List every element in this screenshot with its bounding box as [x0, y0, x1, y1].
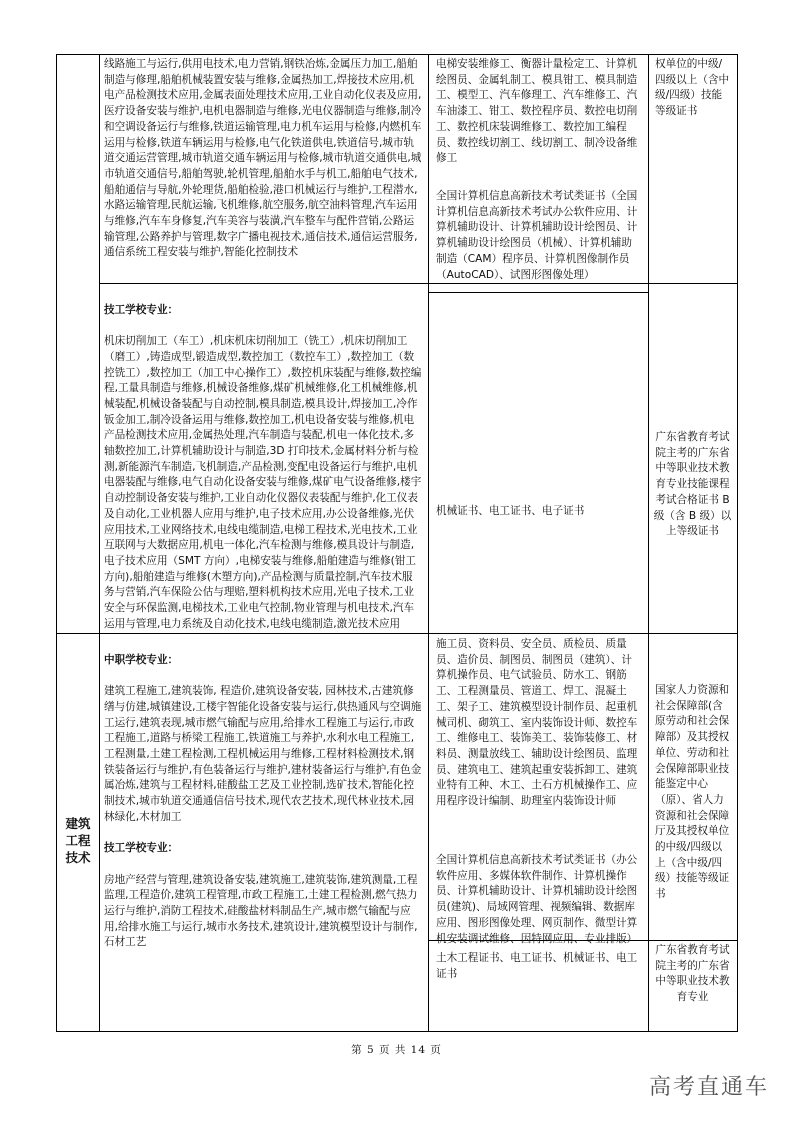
tech-school-majors: 房地产经营与管理,建筑设备安装,建筑施工,建筑装饰,建筑测量,工程监理,工程造价,建筑工程管理,市政工程施工,土建工程检测,燃气热力运行与维护,消防工程技术,硅酸盐材料制品生产,城市燃气输配与应用,给排水施工与运行,城市水务技术,建筑设计,建筑模型设计与制作,石材工艺	[104, 873, 418, 949]
nit-cert: 全国计算机信息高新技术考试类证书（全国计算机信息高新技术考试办公软件应用、计算机辅助设计、计算机辅助设计绘图员、计算机辅助设计绘图员（机械）、计算机辅助制造（CAM）程序员、计算机图像制作员（AutoCAD）、试图形图像处理）	[436, 190, 638, 281]
issuer-bottom: 广东省教育考试院主考的广东省中等职业技术教育专业	[655, 944, 730, 1004]
voc-cert: 机械证书、电工证书、电子证书	[436, 505, 585, 517]
secondary-majors-block	[99, 637, 427, 949]
tech-school-majors: 机床切削加工（车工）,机床机床切削加工（铣工）,机床切削加工（磨工）,铸造成型,锻造成型,数控加工（数控车工）,数控加工（数控铣工）,数控加工（加工中心操作工）,数控机床装配与维修,数控编程,工量具制造与维修,机械设备维修,煤矿机械维修,化工机械维修,机械装配,机械设备装配与自动控制,模具制造,模具设计,焊接加工,冷作钣金加工,制冷设备运用与维修,数控加工,机电设备安装与维修,机电产品检测技术应用,金属热处理,汽车制造与装配,机电一体化技术,多轴数控加工,计算机辅助设计与制造,3D 打印技术,金属材料分析与检测,新能源汽车制造,飞机制造,产品检测,变配电设备运行与维护,电机电器装配与维修,电气自动化设备安装与维修,煤矿电气设备维修,楼宇自动控制设备安装与维护,工业自动化仪器仪表装配与维护,化工仪表及自动化,工业机器人应用与维护,电子技术应用,办公设备维修,光伏应用技术,工业网络技术,电线电缆制造,电梯工程技术,光电技术,工业互联网与大数据应用,机电一体化,汽车检测与维修,模具设计与制造,电子技术应用（SMT 方向）,电梯安装与维修,船舶建造与维修(钳工方向),船舶建造与维修(木塑方向),产品检测与质量控制,汽车技术服务与营销,汽车保险公估与理赔,塑料机构技术应用,光电子技术,工业安全与环保监测,电梯技术,工业电气控制,物业管理与机电技术,汽车运用与管理,电力系统及自动化技术,电线电缆制造,激光技术应用	[104, 335, 422, 630]
category-line-3: 技术	[65, 850, 91, 865]
watermark: 高考直通车	[648, 1075, 769, 1100]
row-divider	[428, 292, 648, 293]
issuer-top: 权单位的中级/四级以上（含中级/四级）技能等级证书	[655, 58, 730, 118]
job-cert-list: 施工员、资料员、安全员、质检员、质量员、造价员、制图员、制图员（建筑）、计算机操作员、电气试验员、防水工、钢筋工、工程测量员、管道工、焊工、混凝土工、架子工、建筑模型设计制作员、起重机械司机、砌筑工、室内装饰设计师、数控车工、维修电工、装饰美工、装饰装修工、材料员、测量放线工、辅助设计绘图员、监理员、建筑电工、建筑起重安装拆卸工、建筑业特有工种、木工、土石方机械操作工、应用程序设计编制、助理室内装饰设计师	[436, 638, 638, 808]
job-cert-list-continued: 电梯安装维修工、衡器计量检定工、计算机绘图员、金属轧制工、模具钳工、模具制造工、模型工、汽车修理工、汽车维修工、汽车油漆工、钳工、数控程序员、数控电切削工、数控机床装调维修工、数控加工编程员、数控线切割工、线切割工、制冷设备维修工	[436, 58, 638, 165]
page-number: 第 5 页 共 14 页	[351, 1044, 442, 1056]
issuer-bottom: 广东省教育考试院主考的广东省中等职业技术教育专业技能课程考试合格证书 B 级（含 B 级）以上等级证书	[653, 431, 732, 538]
category-label	[57, 815, 99, 866]
admission-table	[56, 54, 738, 1032]
tech-school-header: 技工学校专业：	[104, 303, 179, 316]
tech-school-header: 技工学校专业：	[104, 842, 179, 855]
nit-cert: 全国计算机信息高新技术考试类证书（办公软件应用、多媒体软件制作、计算机操作员、计算机辅助设计、计算机辅助设计绘图员(建筑)、局域网管理、视频编辑、数据库应用、图形图像处理、网页制作、微型计算机安装调试维修、因特网应用、专业排版）	[436, 854, 638, 945]
secondary-majors-continued: 线路施工与运行,供用电技术,电力营销,钢铁冶炼,金属压力加工,船舶制造与修理,船舶机械装置安装与维修,金属热加工,焊接技术应用,机电产品检测技术应用,金属表面处理技术应用,工业自动化仪表及应用,医疗设备安装与维护,电机电器制造与维修,光电仪器制造与维修,制冷和空调设备运行与维修,铁道运输管理,电力机车运用与检修,内燃机车运用与检修,铁道车辆运用与检修,电气化铁道供电,铁道信号,城市轨道交通运营管理,城市轨道交通车辆运用与检修,城市轨道交通供电,城市轨道交通信号,船舶驾驶,轮机管理,船舶水手与机工,船舶电气技术,船舶通信与导航,外轮理货,船舶检验,港口机械运行与维护,工程潜水,水路运输管理,民航运输,飞机维修,航空服务,航空油料管理,汽车运用与维修,汽车车身修复,汽车美容与装潢,汽车整车与配件营销,公路运输管理,公路养护与管理,数字广播电视技术,通信技术,通信运营服务,通信系统工程安装与维护,智能化控制技术	[104, 58, 422, 259]
secondary-header: 中职学校专业：	[104, 653, 179, 666]
tech-school-majors-block	[99, 287, 427, 631]
voc-cert: 土木工程证书、电工证书、机械证书、电工证书	[436, 952, 638, 980]
category-line-1: 建筑	[65, 816, 91, 831]
category-line-2: 工程	[65, 833, 91, 848]
secondary-majors: 建筑工程施工,建筑装饰, 程造价,建筑设备安装, 园林技术,古建筑修缮与仿建,城镇建设,工楼宇智能化设备安装与运行,供热通风与空调施工运行,建筑表现,城市燃气输配与应用,给排水工程施工与运行,市政工程施工,道路与桥梁工程施工,铁道施工与养护,水利水电工程施工,工程测量,土建工程检测,工程机械运用与维修,工程材料检测技术,钢铁装备运行与维护,有色装备运行与维护,建材装备运行与维护,有色金属冶炼,建筑与工程材料,硅酸盐工艺及工业控制,选矿技术,智能化控制技术,城市轨道交通通信信号技术,现代农艺技术,现代林业技术,园林绿化,木材加工	[104, 685, 422, 823]
issuer-top: 国家人力资源和社会保障部(含原劳动和社会保障部）及其授权单位、劳动和社会保障部职业技能鉴定中心（原）、省人力资源和社会保障厅及其授权单位的中级/四级以上（含中级/四级）技能等级证书	[655, 684, 730, 901]
